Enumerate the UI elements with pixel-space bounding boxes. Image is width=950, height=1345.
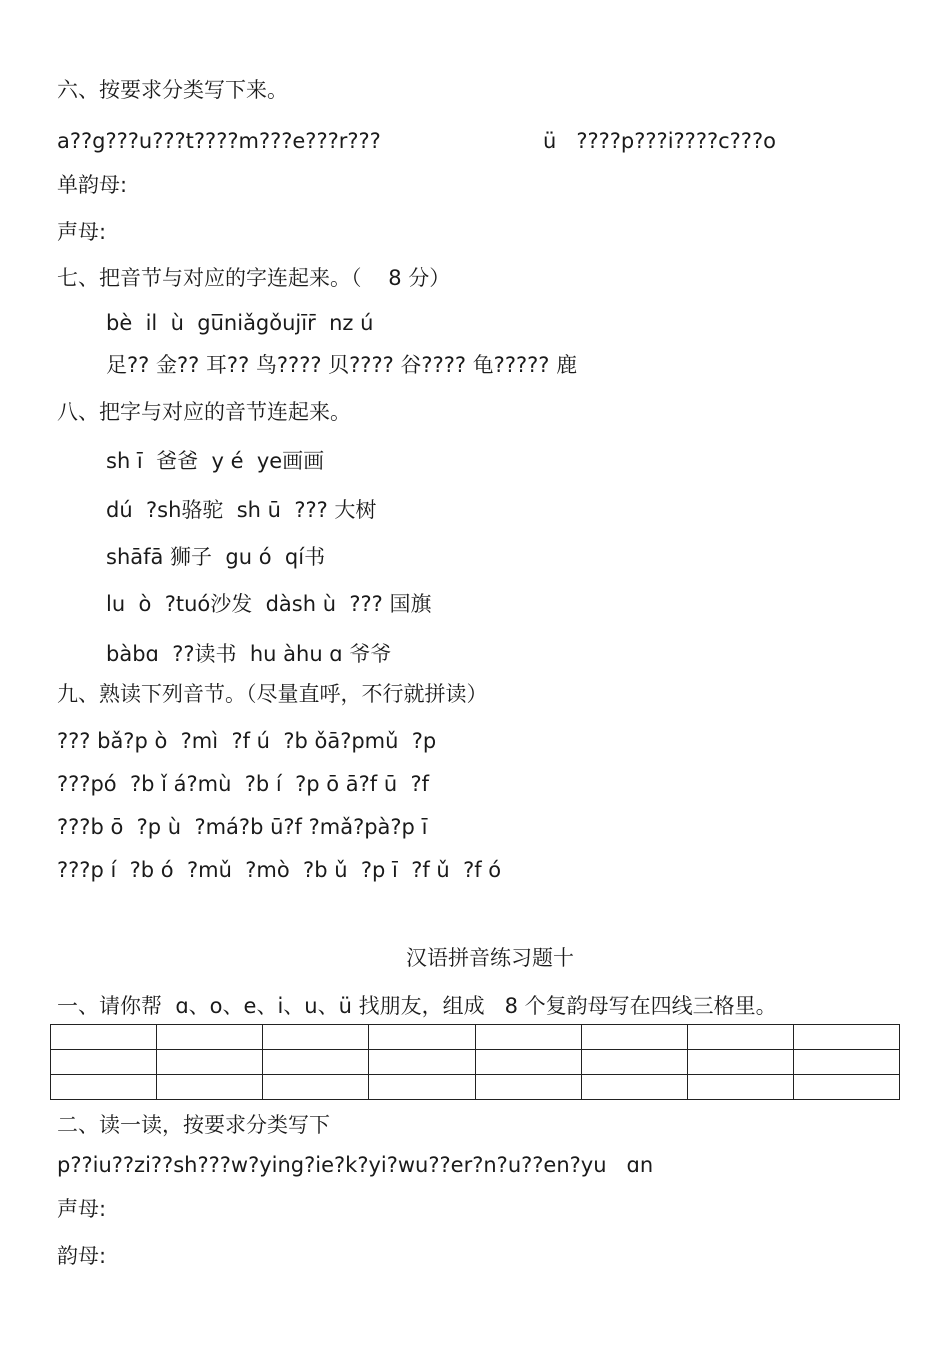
- page-title: 汉语拼音练习题十: [406, 946, 574, 970]
- grid-cell[interactable]: [157, 1050, 263, 1075]
- initials-label: 声母:: [57, 220, 107, 244]
- part-2-finals-label: 韵母:: [57, 1244, 107, 1268]
- section-8-heading: 八、把字与对应的音节连起来。: [57, 400, 351, 424]
- grid-cell[interactable]: [793, 1075, 899, 1100]
- section-8-row: dú ?sh骆驼 sh ū ??? 大树: [106, 498, 377, 522]
- part-2-initials-label: 声母:: [57, 1197, 107, 1221]
- grid-cell[interactable]: [581, 1075, 687, 1100]
- grid-row: [51, 1025, 900, 1050]
- writing-grid: [50, 1024, 900, 1100]
- part-2-letters: p??iu??zi??sh???w?ying?ie?k?yi?wu??er?n?u??en?yu ɑn: [57, 1153, 654, 1177]
- grid-cell[interactable]: [581, 1025, 687, 1050]
- grid-cell[interactable]: [475, 1050, 581, 1075]
- grid-cell[interactable]: [263, 1075, 369, 1100]
- grid-cell[interactable]: [51, 1050, 157, 1075]
- grid-cell[interactable]: [263, 1025, 369, 1050]
- section-9-heading: 九、熟读下列音节。（尽量直呼，不行就拼读）: [57, 682, 488, 706]
- grid-cell[interactable]: [793, 1050, 899, 1075]
- grid-cell[interactable]: [51, 1025, 157, 1050]
- section-7-heading: 七、把音节与对应的字连起来。（ 8 分）: [57, 266, 451, 290]
- grid-cell[interactable]: [369, 1075, 475, 1100]
- grid-row: [51, 1050, 900, 1075]
- section-7-pinyin: bè il ù gu̅niǎgǒujīr̄ nz ú: [106, 311, 374, 335]
- section-9-row: ???b ō ?p ù ?má?b ū?f ?mǎ?pà?p ī: [57, 815, 428, 839]
- grid-cell[interactable]: [157, 1025, 263, 1050]
- section-9-row: ??? bǎ?p ò ?mì ?f ú ?b ǒā?pmǔ ?p: [57, 729, 437, 753]
- grid-cell[interactable]: [687, 1050, 793, 1075]
- section-8-row: sh ī 爸爸 y é ye画画: [106, 449, 325, 473]
- section-8-row: lu ò ?tuó沙发 dàsh ù ??? 国旗: [106, 592, 432, 616]
- grid-cell[interactable]: [687, 1075, 793, 1100]
- part-2-heading: 二、读一读，按要求分类写下: [57, 1113, 330, 1137]
- grid-cell[interactable]: [687, 1025, 793, 1050]
- section-8-row: shāfā 狮子 gu ó qí书: [106, 545, 326, 569]
- section-6-letters-a: a??g???u???t????m???e???r???: [57, 129, 381, 153]
- grid-cell[interactable]: [581, 1050, 687, 1075]
- section-9-row: ???pó ?b ǐ á?mù ?b í ?p ō ā?f ū ?f: [57, 772, 430, 796]
- section-8-row: bàbɑ ??读书 hu àhu ɑ 爷爷: [106, 642, 392, 666]
- grid-cell[interactable]: [369, 1025, 475, 1050]
- section-7-chars: 足?? 金?? 耳?? 鸟???? 贝???? 谷???? 龟????? 鹿: [106, 353, 578, 377]
- grid-cell[interactable]: [475, 1075, 581, 1100]
- part-1-heading: 一、请你帮 ɑ、o、e、i、u、ü 找朋友，组成 8 个复韵母写在四线三格里。: [57, 994, 777, 1018]
- grid-cell[interactable]: [475, 1025, 581, 1050]
- grid-row: [51, 1075, 900, 1100]
- grid-cell[interactable]: [369, 1050, 475, 1075]
- section-6-letters-b: ü ????p???i????c???o: [543, 129, 776, 153]
- grid-cell[interactable]: [263, 1050, 369, 1075]
- section-6-heading: 六、按要求分类写下来。: [57, 78, 288, 102]
- section-9-row: ???p í ?b ó ?mǔ ?mò ?b ǔ ?p ī ?f ǔ ?f ó: [57, 858, 502, 882]
- grid-cell[interactable]: [793, 1025, 899, 1050]
- grid-cell[interactable]: [51, 1075, 157, 1100]
- grid-cell[interactable]: [157, 1075, 263, 1100]
- single-finals-label: 单韵母:: [57, 173, 128, 197]
